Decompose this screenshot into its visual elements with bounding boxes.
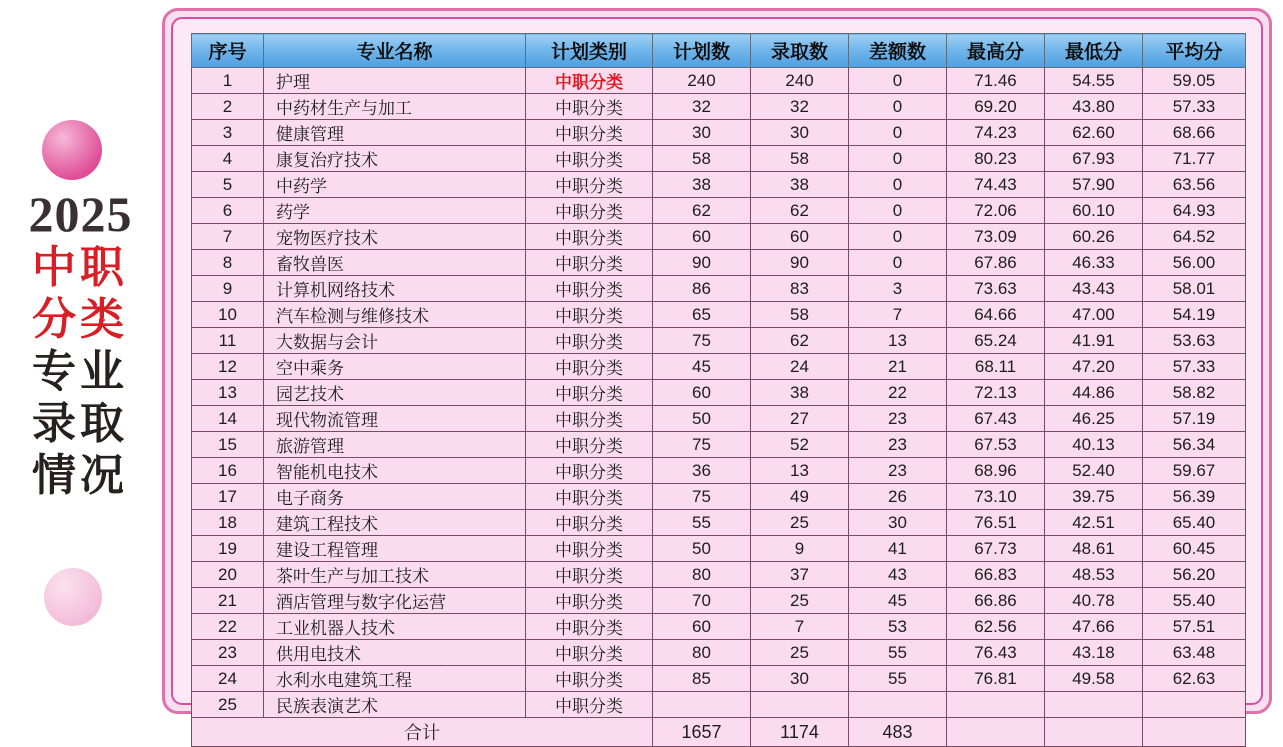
cell-difference: 30 [849,510,947,536]
cell-major-name: 工业机器人技术 [264,614,526,640]
cell-major-name: 中药材生产与加工 [264,94,526,120]
cell-difference: 0 [849,146,947,172]
cell-plan-count: 45 [653,354,751,380]
cell-major-name: 水利水电建筑工程 [264,666,526,692]
cell-index: 18 [192,510,264,536]
cell-min-score [1045,692,1143,718]
cell-index: 20 [192,562,264,588]
cell-min-score: 60.10 [1045,198,1143,224]
cell-min-score: 39.75 [1045,484,1143,510]
cell-index: 23 [192,640,264,666]
cell-major-name: 中药学 [264,172,526,198]
cell-min-score: 48.61 [1045,536,1143,562]
cell-avg-score: 60.45 [1143,536,1246,562]
cell-plan-category: 中职分类 [526,588,653,614]
cell-admitted-count: 25 [751,510,849,536]
cell-admitted-count: 60 [751,224,849,250]
cell-admitted-count: 9 [751,536,849,562]
cell-major-name: 民族表演艺术 [264,692,526,718]
cell-major-name: 园艺技术 [264,380,526,406]
cell-max-score: 67.73 [947,536,1045,562]
cell-max-score: 64.66 [947,302,1045,328]
table-row [192,276,1246,302]
cell-index: 4 [192,146,264,172]
header-min-score: 最低分 [1045,34,1143,68]
cell-min-score: 46.33 [1045,250,1143,276]
cell-avg-score: 64.52 [1143,224,1246,250]
cell-difference: 7 [849,302,947,328]
cell-min-score: 46.25 [1045,406,1143,432]
cell-admitted-count: 38 [751,172,849,198]
cell-avg-score: 71.77 [1143,146,1246,172]
cell-admitted-count: 25 [751,640,849,666]
cell-plan-category: 中职分类 [526,666,653,692]
cell-plan-count: 62 [653,198,751,224]
decorative-circle-bottom [44,568,102,626]
cell-max-score: 73.10 [947,484,1045,510]
cell-index: 3 [192,120,264,146]
cell-max-score: 62.56 [947,614,1045,640]
cell-admitted-count: 24 [751,354,849,380]
cell-total-label: 合计 [192,718,653,747]
admissions-table [191,33,1246,747]
cell-difference: 13 [849,328,947,354]
cell-index: 25 [192,692,264,718]
table-row [192,510,1246,536]
table-row [192,68,1246,94]
cell-admitted-count: 58 [751,302,849,328]
cell-avg-score: 63.48 [1143,640,1246,666]
title-line-4: 录取 [32,399,128,448]
cell-plan-count: 80 [653,640,751,666]
table-row [192,432,1246,458]
cell-total-min-score [1045,718,1143,747]
cell-admitted-count: 62 [751,198,849,224]
cell-min-score: 60.26 [1045,224,1143,250]
cell-total-plan-count: 1657 [653,718,751,747]
cell-plan-count: 60 [653,614,751,640]
cell-min-score: 48.53 [1045,562,1143,588]
cell-min-score: 49.58 [1045,666,1143,692]
table-row [192,536,1246,562]
cell-difference [849,692,947,718]
cell-difference: 41 [849,536,947,562]
cell-plan-category: 中职分类 [526,172,653,198]
cell-admitted-count [751,692,849,718]
cell-max-score: 72.13 [947,380,1045,406]
cell-admitted-count: 38 [751,380,849,406]
table-row [192,120,1246,146]
cell-avg-score: 55.40 [1143,588,1246,614]
table-row [192,692,1246,718]
cell-plan-category: 中职分类 [526,250,653,276]
table-row [192,146,1246,172]
cell-difference: 0 [849,120,947,146]
cell-plan-category: 中职分类 [526,484,653,510]
header-max-score: 最高分 [947,34,1045,68]
cell-plan-category: 中职分类 [526,328,653,354]
cell-index: 5 [192,172,264,198]
cell-plan-count: 75 [653,432,751,458]
cell-major-name: 建筑工程技术 [264,510,526,536]
table-row [192,354,1246,380]
title-line-1: 中职 [32,243,128,292]
cell-difference: 0 [849,172,947,198]
cell-plan-category: 中职分类 [526,380,653,406]
cell-plan-category: 中职分类 [526,536,653,562]
cell-plan-category: 中职分类 [526,276,653,302]
cell-admitted-count: 30 [751,120,849,146]
table-row [192,562,1246,588]
cell-major-name: 建设工程管理 [264,536,526,562]
cell-index: 6 [192,198,264,224]
cell-plan-count: 60 [653,224,751,250]
cell-avg-score: 65.40 [1143,510,1246,536]
header-admitted-count: 录取数 [751,34,849,68]
table-header-row [192,34,1246,68]
cell-avg-score: 58.82 [1143,380,1246,406]
cell-admitted-count: 32 [751,94,849,120]
cell-plan-count: 65 [653,302,751,328]
cell-max-score: 67.86 [947,250,1045,276]
cell-major-name: 茶叶生产与加工技术 [264,562,526,588]
cell-plan-count: 85 [653,666,751,692]
cell-avg-score: 59.67 [1143,458,1246,484]
cell-plan-category: 中职分类 [526,510,653,536]
cell-plan-count: 32 [653,94,751,120]
cell-max-score: 67.43 [947,406,1045,432]
header-plan-count: 计划数 [653,34,751,68]
cell-plan-count: 60 [653,380,751,406]
cell-total-admitted-count: 1174 [751,718,849,747]
header-major-name: 专业名称 [264,34,526,68]
cell-difference: 0 [849,94,947,120]
cell-index: 7 [192,224,264,250]
cell-max-score: 74.43 [947,172,1045,198]
cell-plan-category: 中职分类 [526,302,653,328]
cell-major-name: 康复治疗技术 [264,146,526,172]
cell-index: 2 [192,94,264,120]
cell-index: 8 [192,250,264,276]
cell-difference: 53 [849,614,947,640]
table-frame-inner [171,17,1263,743]
cell-index: 22 [192,614,264,640]
table-frame-outer [162,8,1272,743]
cell-min-score: 43.18 [1045,640,1143,666]
cell-index: 12 [192,354,264,380]
cell-max-score: 66.83 [947,562,1045,588]
cell-total-avg-score [1143,718,1246,747]
header-plan-category: 计划类别 [526,34,653,68]
table-total-row [192,718,1246,747]
cell-min-score: 67.93 [1045,146,1143,172]
cell-difference: 43 [849,562,947,588]
cell-difference: 22 [849,380,947,406]
cell-admitted-count: 25 [751,588,849,614]
cell-index: 17 [192,484,264,510]
cell-avg-score: 57.33 [1143,354,1246,380]
cell-difference: 55 [849,666,947,692]
cell-min-score: 52.40 [1045,458,1143,484]
cell-admitted-count: 240 [751,68,849,94]
cell-admitted-count: 30 [751,666,849,692]
cell-plan-count: 50 [653,536,751,562]
cell-difference: 0 [849,224,947,250]
cell-max-score: 73.63 [947,276,1045,302]
cell-avg-score: 59.05 [1143,68,1246,94]
cell-avg-score: 56.39 [1143,484,1246,510]
title-line-2: 分类 [32,295,128,344]
cell-plan-count: 55 [653,510,751,536]
cell-admitted-count: 7 [751,614,849,640]
table-row [192,94,1246,120]
cell-index: 10 [192,302,264,328]
cell-min-score: 47.00 [1045,302,1143,328]
decorative-circle-top [42,120,102,180]
cell-plan-category: 中职分类 [526,94,653,120]
header-avg-score: 平均分 [1143,34,1246,68]
cell-index: 1 [192,68,264,94]
table-row [192,172,1246,198]
cell-difference: 0 [849,198,947,224]
table-row [192,198,1246,224]
cell-major-name: 酒店管理与数字化运营 [264,588,526,614]
table-row [192,484,1246,510]
cell-difference: 55 [849,640,947,666]
cell-max-score: 68.11 [947,354,1045,380]
cell-difference: 23 [849,432,947,458]
cell-plan-category: 中职分类 [526,458,653,484]
cell-max-score: 73.09 [947,224,1045,250]
cell-min-score: 43.80 [1045,94,1143,120]
cell-plan-category: 中职分类 [526,432,653,458]
cell-index: 15 [192,432,264,458]
table-row [192,640,1246,666]
cell-major-name: 宠物医疗技术 [264,224,526,250]
cell-major-name: 智能机电技术 [264,458,526,484]
cell-major-name: 健康管理 [264,120,526,146]
cell-max-score: 65.24 [947,328,1045,354]
table-row [192,406,1246,432]
cell-avg-score: 62.63 [1143,666,1246,692]
cell-plan-count: 38 [653,172,751,198]
cell-max-score: 74.23 [947,120,1045,146]
cell-major-name: 计算机网络技术 [264,276,526,302]
table-row [192,458,1246,484]
cell-plan-count: 36 [653,458,751,484]
cell-plan-category: 中职分类 [526,692,653,718]
cell-max-score: 68.96 [947,458,1045,484]
cell-plan-count: 86 [653,276,751,302]
cell-avg-score: 56.00 [1143,250,1246,276]
table-row [192,302,1246,328]
cell-plan-category: 中职分类 [526,562,653,588]
cell-avg-score: 57.33 [1143,94,1246,120]
table-row [192,614,1246,640]
cell-index: 14 [192,406,264,432]
cell-plan-count: 90 [653,250,751,276]
header-difference: 差额数 [849,34,947,68]
cell-min-score: 47.66 [1045,614,1143,640]
cell-plan-category: 中职分类 [526,354,653,380]
title-line-5: 情况 [32,451,128,500]
cell-max-score: 69.20 [947,94,1045,120]
cell-min-score: 40.78 [1045,588,1143,614]
cell-max-score: 72.06 [947,198,1045,224]
cell-avg-score: 53.63 [1143,328,1246,354]
cell-major-name: 电子商务 [264,484,526,510]
cell-index: 9 [192,276,264,302]
cell-avg-score: 56.34 [1143,432,1246,458]
title-line-3: 专业 [32,347,128,396]
watermark-text: · · · · [443,662,514,677]
left-decorative-panel [0,0,160,723]
cell-avg-score: 64.93 [1143,198,1246,224]
cell-max-score [947,692,1045,718]
table-row [192,224,1246,250]
cell-total-difference: 483 [849,718,947,747]
cell-admitted-count: 37 [751,562,849,588]
cell-plan-category: 中职分类 [526,198,653,224]
cell-difference: 21 [849,354,947,380]
poster-title [0,242,160,502]
cell-avg-score: 57.19 [1143,406,1246,432]
cell-plan-count: 75 [653,484,751,510]
cell-index: 24 [192,666,264,692]
cell-major-name: 现代物流管理 [264,406,526,432]
cell-plan-count: 240 [653,68,751,94]
cell-index: 19 [192,536,264,562]
cell-plan-count: 70 [653,588,751,614]
table-body [192,68,1246,747]
cell-difference: 0 [849,68,947,94]
cell-avg-score: 58.01 [1143,276,1246,302]
cell-difference: 23 [849,406,947,432]
cell-min-score: 62.60 [1045,120,1143,146]
cell-plan-count: 30 [653,120,751,146]
table-row [192,666,1246,692]
table-row [192,328,1246,354]
cell-avg-score: 56.20 [1143,562,1246,588]
cell-avg-score: 57.51 [1143,614,1246,640]
cell-max-score: 76.51 [947,510,1045,536]
year-label: 2025 [28,186,133,242]
cell-min-score: 40.13 [1045,432,1143,458]
cell-major-name: 大数据与会计 [264,328,526,354]
cell-difference: 0 [849,250,947,276]
cell-max-score: 67.53 [947,432,1045,458]
cell-plan-category: 中职分类 [526,224,653,250]
cell-plan-count: 80 [653,562,751,588]
cell-max-score: 76.43 [947,640,1045,666]
cell-major-name: 汽车检测与维修技术 [264,302,526,328]
cell-major-name: 空中乘务 [264,354,526,380]
header-index: 序号 [192,34,264,68]
cell-admitted-count: 58 [751,146,849,172]
cell-min-score: 54.55 [1045,68,1143,94]
cell-index: 11 [192,328,264,354]
cell-major-name: 护理 [264,68,526,94]
table-row [192,250,1246,276]
cell-avg-score: 68.66 [1143,120,1246,146]
cell-min-score: 43.43 [1045,276,1143,302]
cell-difference: 23 [849,458,947,484]
cell-major-name: 药学 [264,198,526,224]
cell-major-name: 供用电技术 [264,640,526,666]
cell-avg-score: 63.56 [1143,172,1246,198]
cell-min-score: 47.20 [1045,354,1143,380]
cell-max-score: 71.46 [947,68,1045,94]
cell-difference: 45 [849,588,947,614]
cell-admitted-count: 49 [751,484,849,510]
cell-admitted-count: 13 [751,458,849,484]
cell-index: 16 [192,458,264,484]
cell-major-name: 畜牧兽医 [264,250,526,276]
cell-min-score: 42.51 [1045,510,1143,536]
cell-plan-category: 中职分类 [526,68,653,94]
cell-admitted-count: 52 [751,432,849,458]
cell-max-score: 66.86 [947,588,1045,614]
cell-min-score: 57.90 [1045,172,1143,198]
cell-plan-count: 58 [653,146,751,172]
cell-plan-count: 75 [653,328,751,354]
cell-plan-category: 中职分类 [526,406,653,432]
cell-plan-category: 中职分类 [526,640,653,666]
cell-major-name: 旅游管理 [264,432,526,458]
cell-min-score: 41.91 [1045,328,1143,354]
cell-avg-score: 54.19 [1143,302,1246,328]
cell-max-score: 76.81 [947,666,1045,692]
cell-max-score: 80.23 [947,146,1045,172]
cell-admitted-count: 27 [751,406,849,432]
cell-total-max-score [947,718,1045,747]
cell-index: 13 [192,380,264,406]
cell-min-score: 44.86 [1045,380,1143,406]
cell-admitted-count: 62 [751,328,849,354]
cell-plan-count: 50 [653,406,751,432]
cell-plan-category: 中职分类 [526,120,653,146]
cell-avg-score [1143,692,1246,718]
cell-plan-category: 中职分类 [526,614,653,640]
cell-difference: 26 [849,484,947,510]
cell-index: 21 [192,588,264,614]
cell-admitted-count: 83 [751,276,849,302]
table-row [192,380,1246,406]
cell-plan-category: 中职分类 [526,146,653,172]
cell-difference: 3 [849,276,947,302]
cell-admitted-count: 90 [751,250,849,276]
table-row [192,588,1246,614]
cell-plan-count [653,692,751,718]
